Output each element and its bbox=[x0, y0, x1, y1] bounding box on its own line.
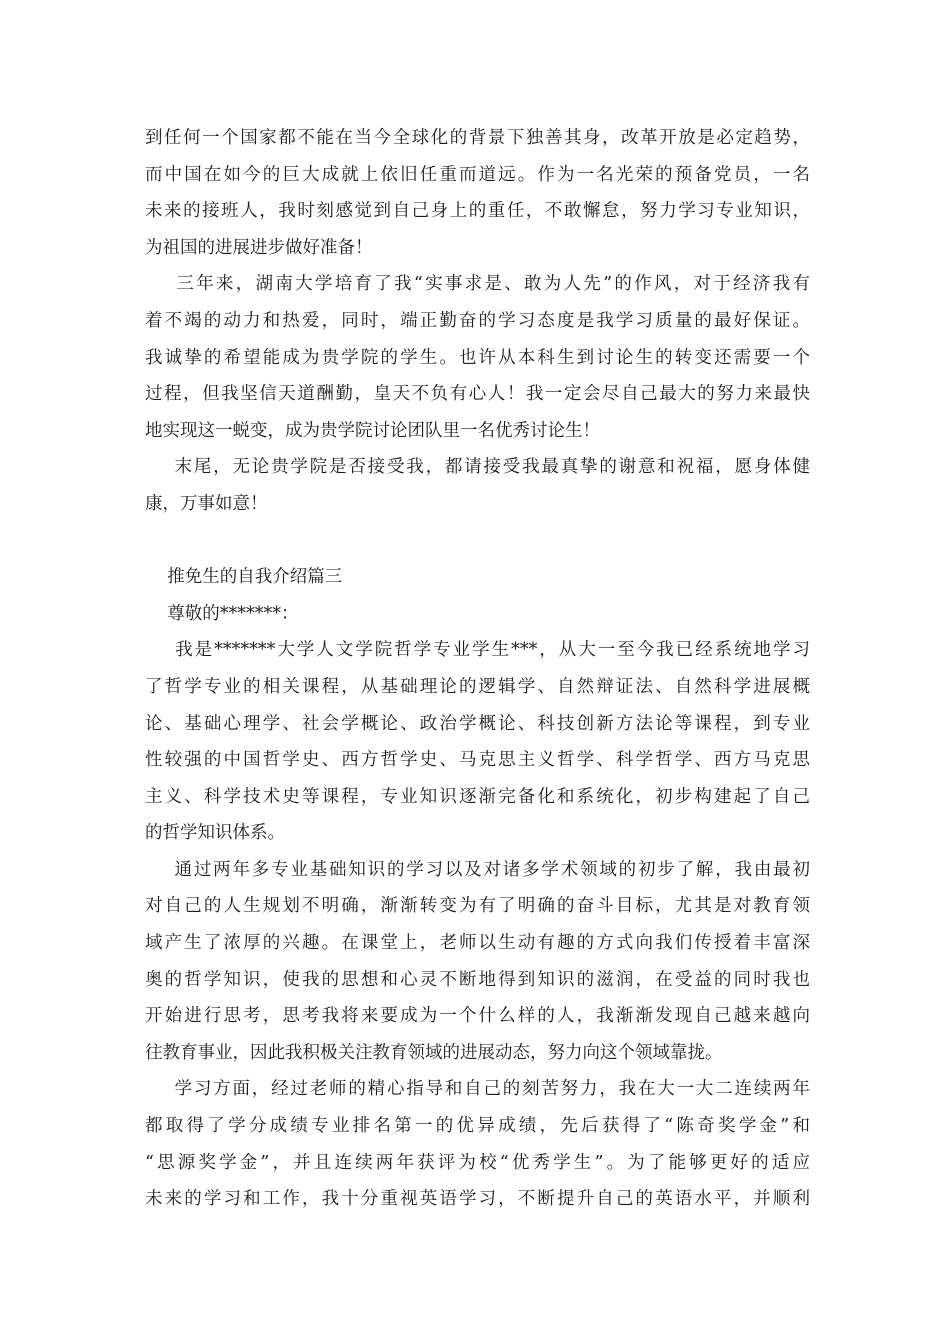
paragraph-reform bbox=[145, 120, 810, 266]
text-line: 都取得了学分成绩专业排名第一的优异成绩，先后获得了“陈奇奖学金”和 bbox=[145, 1116, 810, 1137]
paragraph-three-years bbox=[145, 266, 810, 449]
text-line: 末尾，无论贵学院是否接受我，都请接受我最真挚的谢意和祝福，愿身体健 bbox=[145, 457, 810, 478]
text-line: 域产生了浓厚的兴趣。在课堂上，老师以生动有趣的方式向我们传授着丰富深 bbox=[145, 933, 810, 954]
text-line: 着不竭的动力和热爱，同时，端正勤奋的学习态度是我学习质量的最好保证。 bbox=[145, 310, 810, 331]
text-line: 性较强的中国哲学史、西方哲学史、马克思主义哲学、科学哲学、西方马克思 bbox=[145, 750, 810, 771]
text-line: 康，万事如意！ bbox=[145, 493, 268, 514]
text-line: 到任何一个国家都不能在当今全球化的背景下独善其身，改革开放是必定趋势， bbox=[145, 128, 810, 148]
paragraph-courses bbox=[145, 632, 810, 852]
text-line: 未来的接班人，我时刻感觉到自己身上的重任，不敢懈怠，努力学习专业知识， bbox=[145, 201, 810, 222]
text-line: 地实现这一蜕变，成为贵学院讨论团队里一名优秀讨论生！ bbox=[145, 420, 600, 441]
text-line: 论、基础心理学、社会学概论、政治学概论、科技创新方法论等课程，到专业 bbox=[145, 713, 810, 734]
salutation: 尊敬的*******： bbox=[145, 603, 299, 624]
section-title: 推免生的自我介绍篇三 bbox=[145, 567, 343, 588]
text-line: “思源奖学金”，并且连续两年获评为校“优秀学生”。为了能够更好的适应 bbox=[145, 1152, 810, 1173]
text-line: 我是*******大学人文学院哲学专业学生***，从大一至今我已经系统地学习 bbox=[145, 640, 810, 661]
text-line: 通过两年多专业基础知识的学习以及对诸多学术领域的初步了解，我由最初 bbox=[145, 859, 810, 880]
text-line: 学习方面，经过老师的精心指导和自己的刻苦努力，我在大一大二连续两年 bbox=[145, 1079, 810, 1100]
text-line: 主义、科学技术史等课程，专业知识逐渐完备化和系统化，初步构建起了自己 bbox=[145, 786, 810, 807]
document-body bbox=[145, 120, 810, 1218]
text-line: 我诚挚的希望能成为贵学院的学生。也许从本科生到讨论生的转变还需要一个 bbox=[145, 347, 810, 368]
text-line: 的哲学知识体系。 bbox=[145, 823, 285, 844]
text-line: 三年来，湖南大学培育了我“实事求是、敢为人先”的作风，对于经济我有 bbox=[145, 274, 810, 295]
text-line: 了哲学专业的相关课程，从基础理论的逻辑学、自然辩证法、自然科学进展概 bbox=[145, 676, 810, 697]
paragraph-study bbox=[145, 1071, 810, 1217]
text-line: 奥的哲学知识，使我的思想和心灵不断地得到知识的滋润，在受益的同时我也 bbox=[145, 969, 810, 990]
text-line: 而中国在如今的巨大成就上依旧任重而道远。作为一名光荣的预备党员，一名 bbox=[145, 164, 810, 185]
paragraph-closing bbox=[145, 449, 810, 522]
text-line: 为祖国的进展进步做好准备！ bbox=[145, 237, 373, 258]
text-line: 对自己的人生规划不明确，渐渐转变为有了明确的奋斗目标，尤其是对教育领 bbox=[145, 896, 810, 917]
text-line: 过程，但我坚信天道酬勤，皇天不负有心人！我一定会尽自己最大的努力来最快 bbox=[145, 384, 810, 405]
text-line: 未来的学习和工作，我十分重视英语学习，不断提升自己的英语水平，并顺利 bbox=[145, 1189, 810, 1210]
blank-line bbox=[145, 523, 810, 560]
paragraph-education-interest bbox=[145, 852, 810, 1072]
text-line: 往教育事业，因此我积极关注教育领域的进展动态，努力向这个领域靠拢。 bbox=[145, 1042, 723, 1063]
text-line: 开始进行思考，思考我将来要成为一个什么样的人，我渐渐发现自己越来越向 bbox=[145, 1006, 810, 1027]
